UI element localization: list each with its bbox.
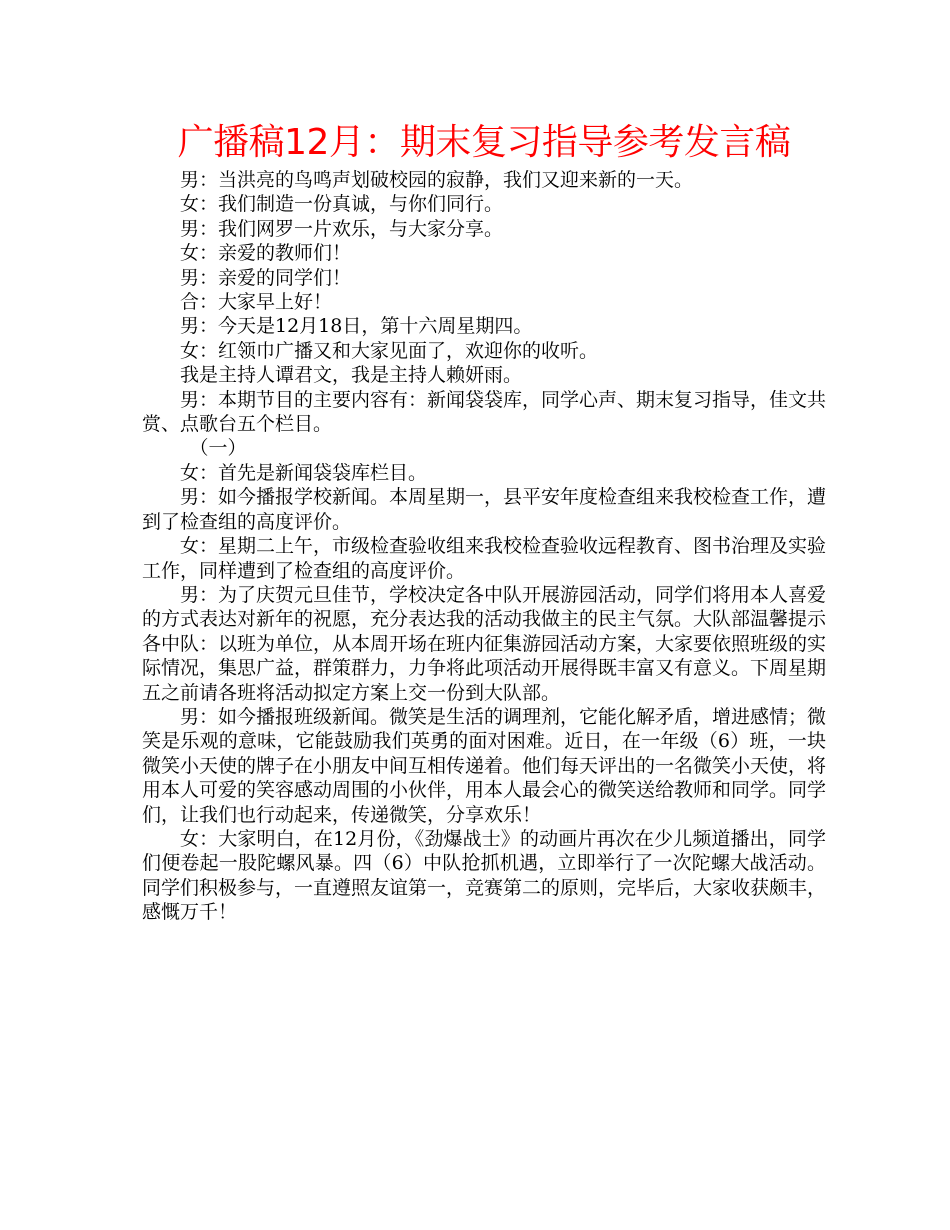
paragraph: 男：如今播报学校新闻。本周星期一，县平安年度检查组来我校检查工作，遭到了检查组的高度评价。 bbox=[142, 486, 827, 533]
paragraph: 我是主持人谭君文，我是主持人赖妍雨。 bbox=[180, 364, 523, 387]
document-body bbox=[142, 168, 826, 925]
section-marker: （一） bbox=[189, 437, 247, 460]
paragraph: 女：我们制造一份真诚，与你们同行。 bbox=[180, 193, 504, 216]
paragraph: 女：首先是新闻袋袋库栏目。 bbox=[180, 461, 428, 484]
paragraph: 男：如今播报班级新闻。微笑是生活的调理剂，它能化解矛盾，增进感情；微笑是乐观的意味，它能鼓励我们英勇的面对困难。近日，在一年级（6）班，一块微笑小天使的牌子在小朋友中间互相传递着。他们每天评出的一名微笑小天使，将用本人可爱的笑容感动周围的小伙伴，用本人最会心的微笑送给教师和同学。同学们，让我们也行动起来，传递微笑，分享欢乐！ bbox=[142, 705, 827, 826]
paragraph: 男：当洪亮的鸟鸣声划破校园的寂静，我们又迎来新的一天。 bbox=[180, 169, 694, 191]
document-title: 广播稿12月：期末复习指导参考发言稿 bbox=[177, 122, 791, 163]
paragraph: 女：大家明白，在12月份，《劲爆战士》的动画片再次在少儿频道播出，同学们便卷起一股陀螺风暴。四（6）中队抢抓机遇，立即举行了一次陀螺大战活动。同学们积极参与，一直遵照友谊第一，竞赛第二的原则，完毕后，大家收获颇丰，感慨万千！ bbox=[142, 827, 827, 924]
paragraph: 女：红领巾广播又和大家见面了，欢迎你的收听。 bbox=[180, 339, 599, 362]
paragraph: 男：我们网罗一片欢乐，与大家分享。 bbox=[180, 217, 504, 240]
paragraph: 女：亲爱的教师们！ bbox=[180, 242, 352, 265]
paragraph: 男：亲爱的同学们！ bbox=[180, 266, 352, 289]
document-page bbox=[142, 118, 826, 925]
paragraph: 男：今天是12月18日，第十六周星期四。 bbox=[180, 315, 533, 338]
paragraph: 男：本期节目的主要内容有：新闻袋袋库，同学心声、期末复习指导，佳文共赏、点歌台五个栏目。 bbox=[142, 388, 827, 436]
paragraph: 合：大家早上好！ bbox=[180, 291, 333, 314]
paragraph: 男：为了庆贺元旦佳节，学校决定各中队开展游园活动，同学们将用本人喜爱的方式表达对新年的祝愿，充分表达我的活动我做主的民主气氛。大队部温馨提示各中队：以班为单位，从本周开场在班内征集游园活动方案，大家要依照班级的实际情况，集思广益，群策群力，力争将此项活动开展得既丰富又有意义。下周星期五之前请各班将活动拟定方案上交一份到大队部。 bbox=[142, 583, 827, 704]
paragraph: 女：星期二上午，市级检查验收组来我校检查验收远程教育、图书治理及实验工作，同样遭到了检查组的高度评价。 bbox=[142, 535, 827, 582]
